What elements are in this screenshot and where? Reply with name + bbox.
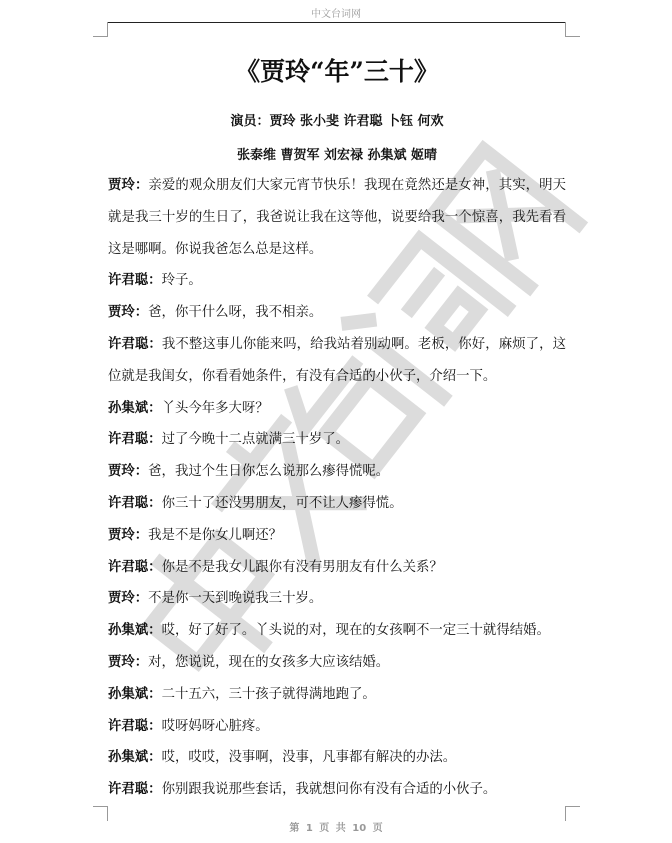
dialogue-text: 玲子。 (161, 273, 202, 289)
speaker-name: 贾玲： (108, 305, 149, 321)
dialogue-text: 二十五六，三十孩子就得满地跑了。 (161, 686, 376, 702)
dialogue-text: 爸，我过个生日你怎么说那么瘆得慌呢。 (148, 464, 390, 480)
dialogue-line (108, 679, 566, 711)
dialogue-line (108, 742, 566, 774)
speaker-name: 许君聪： (108, 559, 162, 575)
dialogue-text: 你是不是我女儿跟你有没有男朋友有什么关系？ (161, 559, 443, 575)
speaker-name: 贾玲： (108, 654, 149, 670)
dialogue-line (108, 774, 566, 806)
dialogue-text: 你三十了还没男朋友，可不让人瘆得慌。 (161, 495, 403, 511)
cast-line-2: 张泰维 曹贺军 刘宏禄 孙集斌 姬晴 (236, 148, 438, 163)
dialogue-text: 过了今晚十二点就满三十岁了。 (161, 432, 350, 448)
speaker-name: 许君聪： (108, 336, 162, 352)
dialogue-line (108, 647, 566, 679)
dialogue-line (108, 297, 566, 329)
dialogue-text: 哎，哎哎，没事啊，没事，凡事都有解决的办法。 (161, 750, 457, 766)
dialogue-line (108, 265, 566, 297)
dialogue-text: 丫头今年多大呀？ (161, 400, 269, 416)
dialogue-line (108, 583, 566, 615)
margin-corner-top-left (93, 22, 108, 37)
dialogue-line (108, 424, 566, 456)
margin-corner-top-right (565, 22, 580, 37)
dialogue-line (108, 456, 566, 488)
dialogue-line (108, 711, 566, 743)
speaker-name: 孙集斌： (108, 686, 162, 702)
dialogue-text: 哎，好了好了。丫头说的对，现在的女孩啊不一定三十就得结婚。 (161, 623, 550, 639)
page-header: 中文台词网 (311, 9, 361, 20)
dialogue-line (108, 170, 566, 265)
speaker-name: 贾玲： (108, 464, 149, 480)
speaker-name: 许君聪： (108, 718, 162, 734)
dialogue-line (108, 552, 566, 584)
speaker-name: 许君聪： (108, 782, 162, 798)
speaker-name: 孙集斌： (108, 750, 162, 766)
dialogue (108, 170, 566, 806)
speaker-name: 孙集斌： (108, 623, 162, 639)
page-footer: 第 1 页 共 10 页 (289, 823, 383, 834)
dialogue-text: 亲爱的观众朋友们大家元宵节快乐！我现在竟然还是女神，其实，明天就是我三十岁的生日了，我爸说让我在这等他，说要给我一个惊喜，我先看看这是哪啊。你说我爸怎么总是这样。 (108, 178, 567, 257)
speaker-name: 许君聪： (108, 273, 162, 289)
speaker-name: 贾玲： (108, 178, 149, 193)
dialogue-text: 哎呀妈呀心脏疼。 (161, 718, 269, 734)
document-title: 《贾玲“年”三十》 (235, 57, 439, 86)
dialogue-line (108, 520, 566, 552)
dialogue-text: 我是不是你女儿啊还？ (148, 527, 283, 543)
dialogue-text: 我不整这事儿你能来吗，给我站着别动啊。老板，你好，麻烦了，这位就是我闺女，你看看她条件，有没有合适的小伙子，介绍一下。 (108, 336, 567, 384)
dialogue-line (108, 615, 566, 647)
dialogue-line (108, 488, 566, 520)
dialogue-text: 不是你一天到晚说我三十岁。 (148, 591, 323, 607)
dialogue-line (108, 393, 566, 425)
dialogue-text: 对，您说说，现在的女孩多大应该结婚。 (148, 654, 390, 670)
speaker-name: 许君聪： (108, 432, 162, 448)
speaker-name: 贾玲： (108, 591, 149, 607)
speaker-name: 贾玲： (108, 527, 149, 543)
speaker-name: 许君聪： (108, 495, 162, 511)
speaker-name: 孙集斌： (108, 400, 162, 416)
header-divider (107, 22, 565, 23)
dialogue-text: 爸，你干什么呀，我不相亲。 (148, 305, 323, 321)
dialogue-line (108, 329, 566, 393)
cast-line-1: 演员：贾玲 张小斐 许君聪 卜钰 何欢 (230, 114, 444, 129)
dialogue-text: 你别跟我说那些套话，我就想问你有没有合适的小伙子。 (161, 782, 497, 798)
